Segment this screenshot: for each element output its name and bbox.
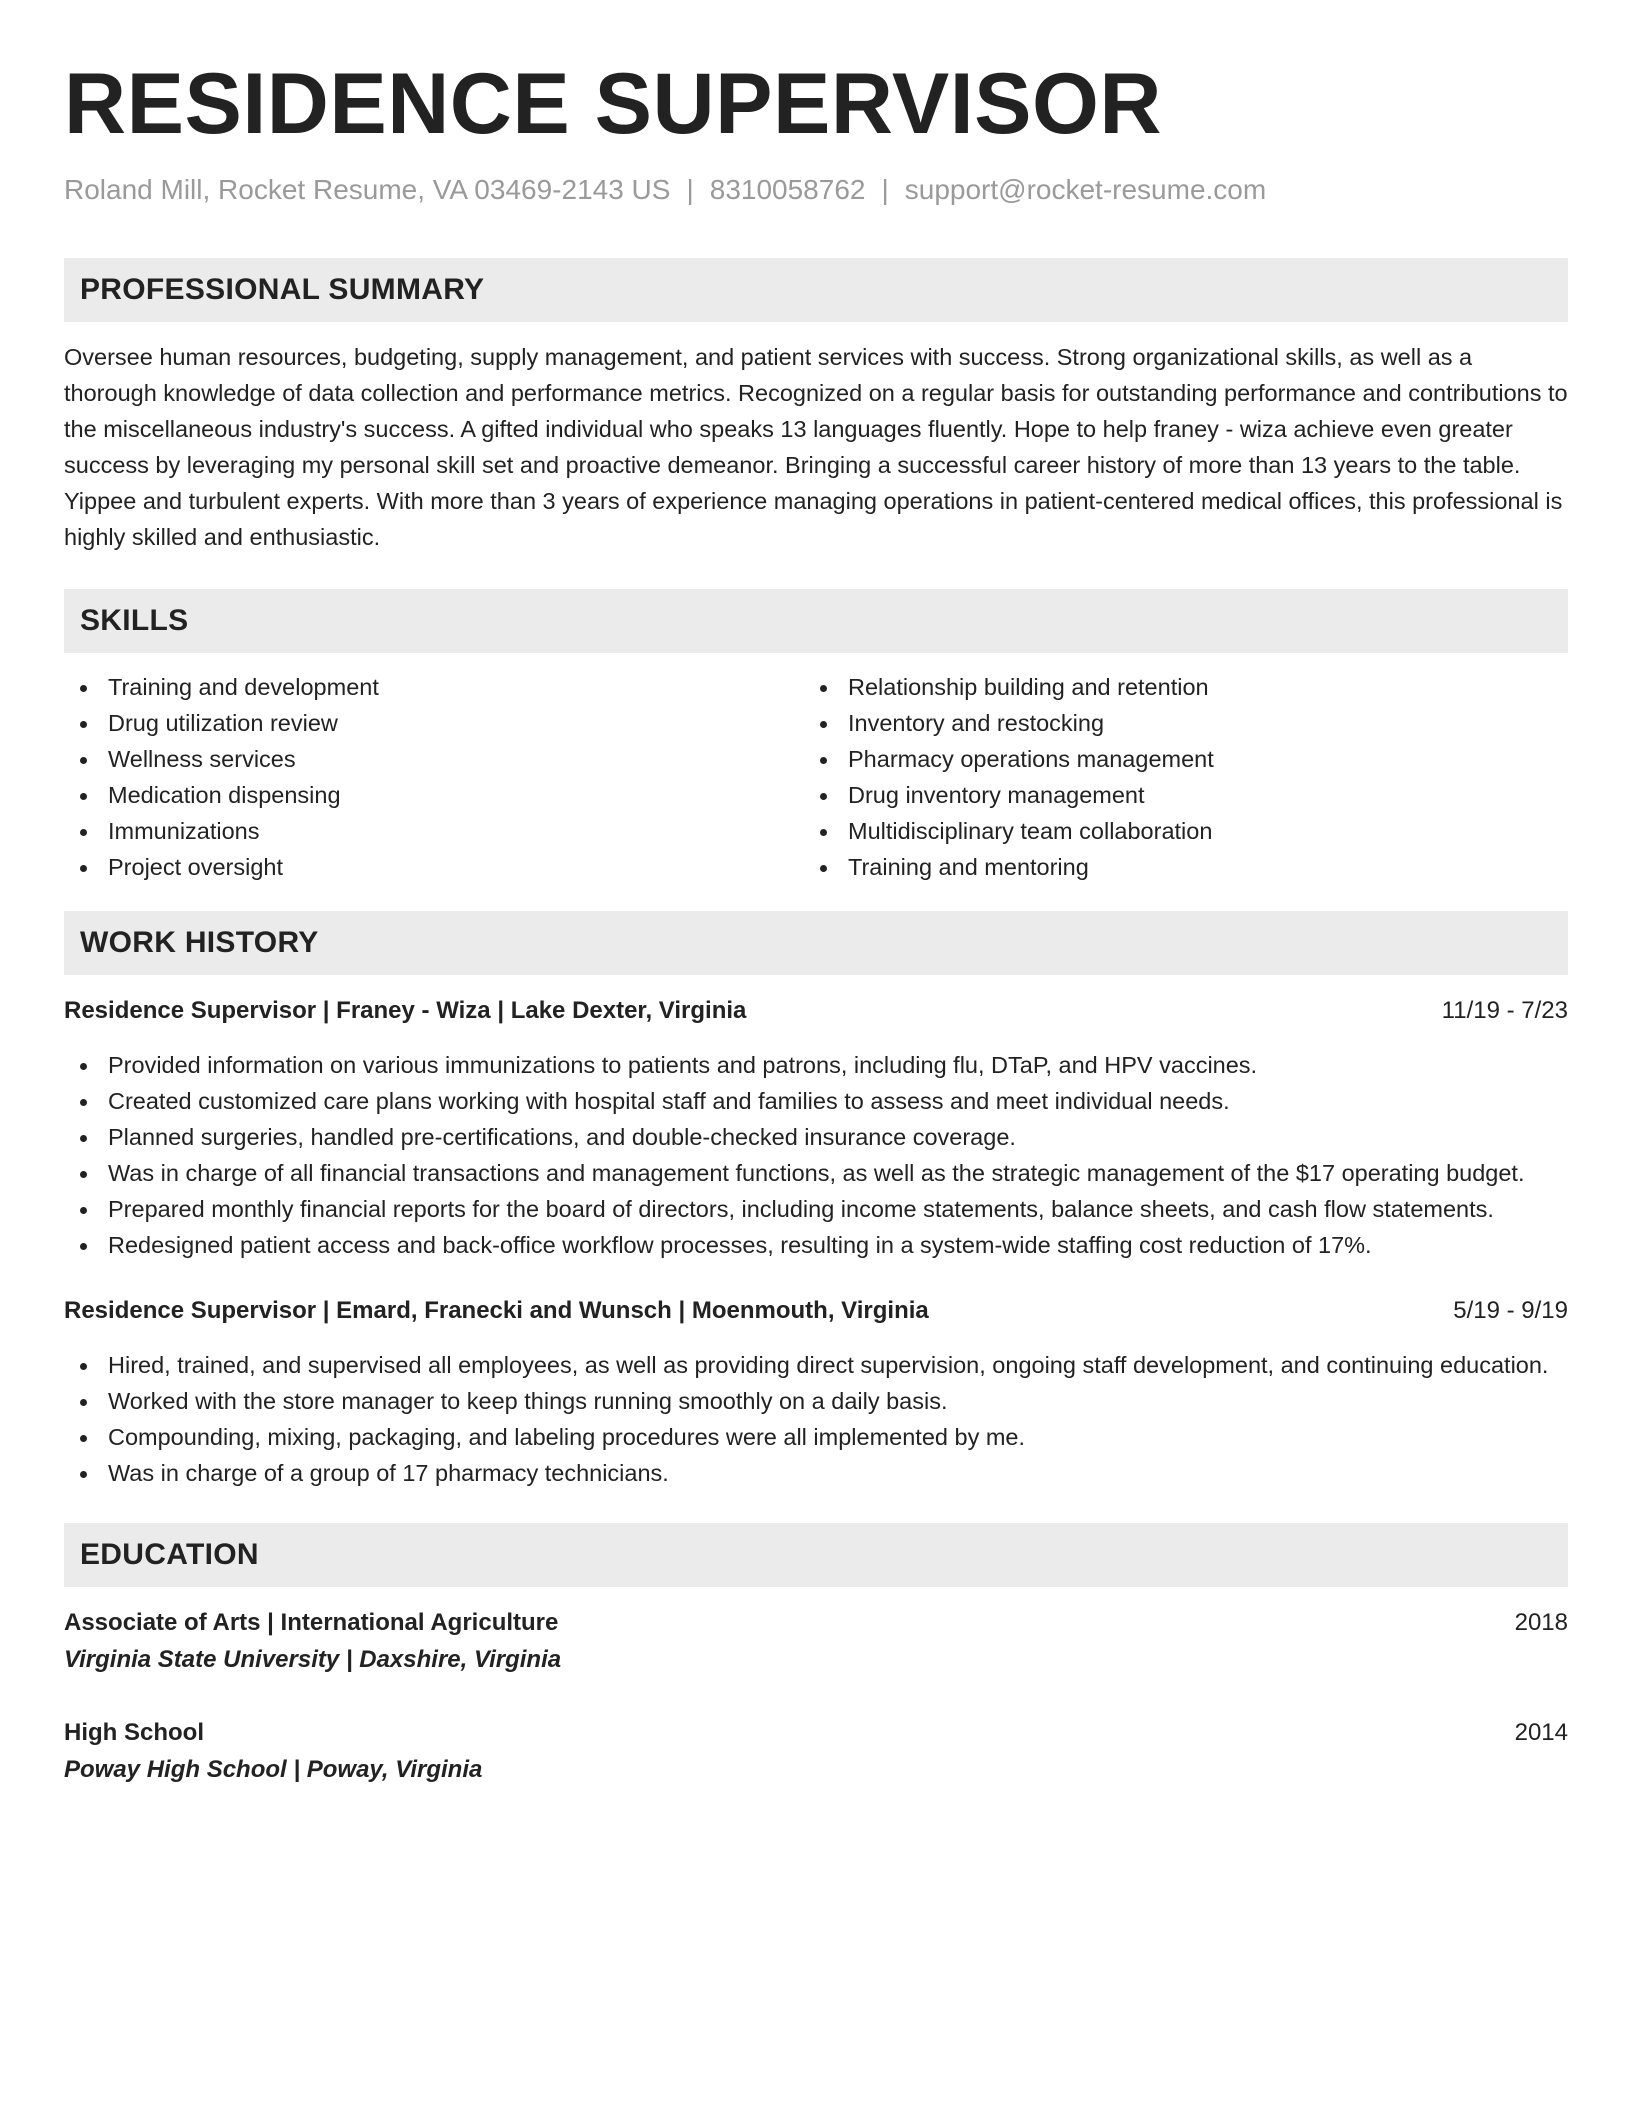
job-bullets — [64, 1047, 1568, 1263]
job-title: Residence Supervisor | Emard, Franecki and Wunsch | Moenmouth, Virginia — [64, 1297, 929, 1324]
summary-text: Oversee human resources, budgeting, supply management, and patient services with success. Strong organizational skills, as well as a thorough knowledge of data collection and performance metrics. Recognized on a regular basis for outstanding performance and contributions to the miscellaneous industry's success. A gifted individual who speaks 13 languages fluently. Hope to help franey - wiza achieve even greater success by leveraging my personal skill set and proactive demeanor. Bringing a successful career history of more than 13 years to the table. Yippee and turbulent experts. With more than 3 years of experience managing operations in patient-centered medical offices, this professional is highly skilled and enthusiastic. — [64, 344, 1568, 550]
section-header-summary: PROFESSIONAL SUMMARY — [64, 258, 1568, 322]
section-header-education: EDUCATION — [64, 1523, 1568, 1587]
skill-item: Wellness services — [64, 741, 804, 777]
job-bullet: Redesigned patient access and back-office workflow processes, resulting in a system-wide staffing cost reduction of 17%. — [64, 1227, 1568, 1263]
job-heading-line — [64, 1293, 1568, 1329]
skill-item: Multidisciplinary team collaboration — [804, 813, 1564, 849]
job-bullets — [64, 1347, 1568, 1491]
contact-separator: | — [881, 174, 889, 205]
education-degree: High School — [64, 1719, 204, 1746]
education-entry — [64, 1715, 1568, 1789]
contact-line — [64, 172, 1568, 208]
skill-item: Project oversight — [64, 849, 804, 885]
section-header-work-history: WORK HISTORY — [64, 911, 1568, 975]
skill-item: Training and mentoring — [804, 849, 1564, 885]
job-title: Residence Supervisor | Franey - Wiza | Lake Dexter, Virginia — [64, 997, 747, 1024]
resume-title: RESIDENCE SUPERVISOR — [64, 56, 1163, 152]
education-degree: Associate of Arts | International Agriculture — [64, 1609, 559, 1636]
job-dates: 5/19 - 9/19 — [1453, 1297, 1568, 1324]
job-bullet: Provided information on various immunizations to patients and patrons, including flu, DTaP, and HPV vaccines. — [64, 1047, 1568, 1083]
skills-list — [64, 669, 1568, 885]
job-bullet: Created customized care plans working with hospital staff and families to assess and meet individual needs. — [64, 1083, 1568, 1119]
education-school: Virginia State University | Daxshire, Virginia — [64, 1646, 562, 1673]
skills-column-right — [804, 669, 1564, 885]
skill-item: Training and development — [64, 669, 804, 705]
education-entry — [64, 1605, 1568, 1679]
education-school: Poway High School | Poway, Virginia — [64, 1756, 483, 1783]
job-bullet: Prepared monthly financial reports for the board of directors, including income statements, balance sheets, and cash flow statements. — [64, 1191, 1568, 1227]
education-heading-line — [64, 1605, 1568, 1641]
skill-item: Pharmacy operations management — [804, 741, 1564, 777]
job-bullet: Was in charge of all financial transactions and management functions, as well as the strategic management of the $17 operating budget. — [64, 1155, 1568, 1191]
job-dates: 11/19 - 7/23 — [1441, 997, 1568, 1024]
job-bullet: Was in charge of a group of 17 pharmacy technicians. — [64, 1455, 1568, 1491]
education-year: 2014 — [1514, 1719, 1568, 1746]
contact-separator: | — [686, 174, 694, 205]
job-entry — [64, 993, 1568, 1263]
skill-item: Medication dispensing — [64, 777, 804, 813]
job-heading-line — [64, 993, 1568, 1029]
contact-email: support@rocket-resume.com — [904, 174, 1267, 205]
skill-item: Relationship building and retention — [804, 669, 1564, 705]
education-heading-line — [64, 1715, 1568, 1751]
education-year: 2018 — [1514, 1609, 1568, 1636]
section-header-skills: SKILLS — [64, 589, 1568, 653]
contact-address: Roland Mill, Rocket Resume, VA 03469-2143 US — [64, 174, 671, 205]
job-bullet: Worked with the store manager to keep things running smoothly on a daily basis. — [64, 1383, 1568, 1419]
skill-item: Drug utilization review — [64, 705, 804, 741]
job-bullet: Hired, trained, and supervised all employees, as well as providing direct supervision, ongoing staff development, and continuing education. — [64, 1347, 1568, 1383]
skill-item: Inventory and restocking — [804, 705, 1564, 741]
skills-column-left — [64, 669, 804, 885]
contact-phone: 8310058762 — [709, 174, 866, 205]
skill-item: Immunizations — [64, 813, 804, 849]
job-entry — [64, 1293, 1568, 1491]
skill-item: Drug inventory management — [804, 777, 1564, 813]
job-bullet: Planned surgeries, handled pre-certifications, and double-checked insurance coverage. — [64, 1119, 1568, 1155]
job-bullet: Compounding, mixing, packaging, and labeling procedures were all implemented by me. — [64, 1419, 1568, 1455]
